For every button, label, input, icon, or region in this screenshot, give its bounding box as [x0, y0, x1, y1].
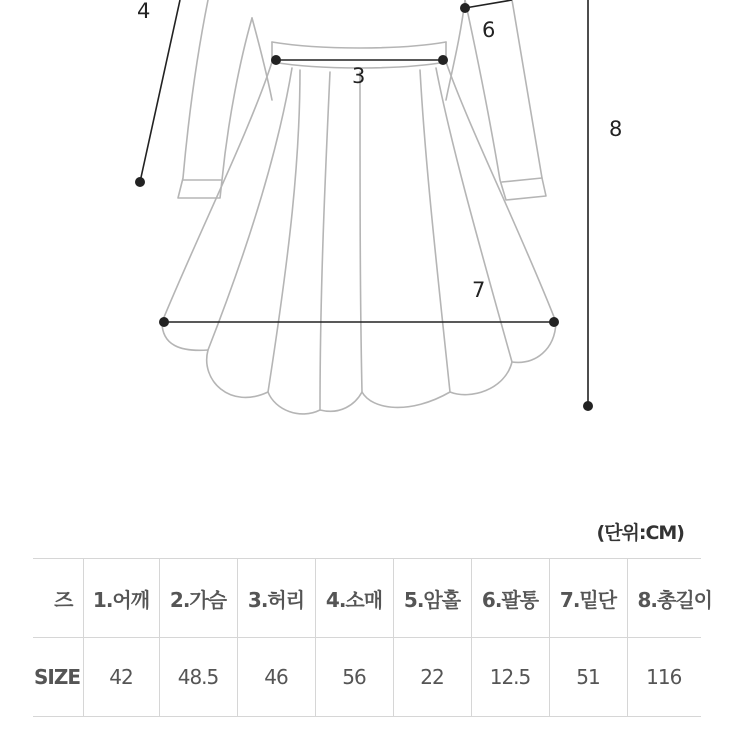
size-table: [33, 558, 712, 717]
left-sleeve-outline: [178, 0, 252, 198]
table-header-row: [33, 559, 701, 638]
left-sleeve-inner: [252, 18, 272, 100]
header-cell-sleeve-width: 6.팔통: [471, 559, 549, 638]
measure-label-hem: 7: [472, 278, 486, 302]
measure-label-waist: 3: [352, 64, 366, 88]
header-cell-armhole: 5.암홀: [393, 559, 471, 638]
row-cell-hem: 51: [549, 638, 627, 717]
header-cell-hem: 7.밑단: [549, 559, 627, 638]
measure-label-sleeve: 4: [137, 0, 151, 23]
skirt-fold-5: [436, 68, 512, 362]
measure-label-total-length: 8: [609, 117, 623, 141]
header-cell-waist: 3.허리: [237, 559, 315, 638]
measure-line-sleeve-width: [465, 0, 512, 8]
header-cell-shoulder: 1.어깨: [83, 559, 159, 638]
measure-point-waist-right: [438, 55, 448, 65]
measure-point-sleeve-end: [135, 177, 145, 187]
skirt-hem: [162, 322, 556, 414]
row-cell-waist: 46: [237, 638, 315, 717]
skirt-fold-4: [420, 70, 450, 392]
right-cuff-line: [502, 178, 542, 182]
measure-line-sleeve: [140, 0, 180, 182]
header-cell-size: 즈: [33, 559, 83, 638]
unit-note: (단위:CM): [596, 522, 684, 544]
measure-point-hem-right: [549, 317, 559, 327]
skirt-fold-1: [208, 68, 292, 350]
measure-label-sleeve-width: 6: [482, 18, 496, 42]
measure-point-waist-left: [271, 55, 281, 65]
row-cell-total-length: 116: [627, 638, 701, 717]
skirt-fold-6: [320, 72, 330, 410]
header-cell-chest: 2.가슴: [159, 559, 237, 638]
measure-point-hem-left: [159, 317, 169, 327]
skirt-fold-3: [360, 72, 362, 392]
row-cell-size: SIZE: [33, 638, 83, 717]
row-cell-chest: 48.5: [159, 638, 237, 717]
skirt-fold-2: [268, 70, 300, 392]
row-cell-shoulder: 42: [83, 638, 159, 717]
measure-point-length-bottom: [583, 401, 593, 411]
waistband-top: [272, 42, 446, 48]
table-row: [33, 638, 701, 717]
right-sleeve-outline: [465, 0, 546, 200]
row-cell-sleeve-width: 12.5: [471, 638, 549, 717]
skirt-right-edge: [446, 62, 556, 322]
measure-point-sleeve-width-start: [460, 3, 470, 13]
skirt-left-edge: [162, 62, 272, 322]
header-cell-total-length: 8.총길이: [627, 559, 701, 638]
header-cell-sleeve: 4.소매: [315, 559, 393, 638]
row-cell-sleeve: 56: [315, 638, 393, 717]
row-cell-armhole: 22: [393, 638, 471, 717]
